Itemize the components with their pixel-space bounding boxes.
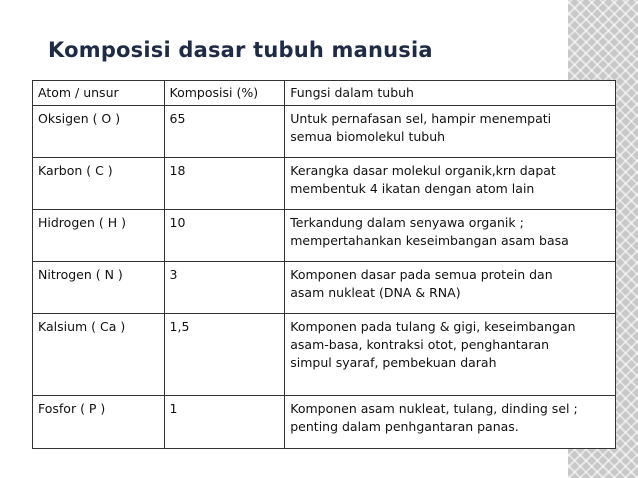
table-row bbox=[33, 106, 616, 158]
fungsi-line: semua biomolekul tubuh bbox=[290, 129, 446, 144]
table-row bbox=[33, 210, 616, 262]
cell-fungsi bbox=[285, 158, 616, 210]
cell-fungsi bbox=[285, 314, 616, 396]
cell-atom: Hidrogen ( H ) bbox=[33, 210, 165, 262]
header-fungsi: Fungsi dalam tubuh bbox=[285, 81, 616, 106]
cell-atom: Kalsium ( Ca ) bbox=[33, 314, 165, 396]
header-komposisi: Komposisi (%) bbox=[164, 81, 285, 106]
fungsi-line: simpul syaraf, pembekuan darah bbox=[290, 355, 497, 370]
fungsi-line: penting dalam penhgantaran panas. bbox=[290, 419, 519, 434]
cell-atom: Oksigen ( O ) bbox=[33, 106, 165, 158]
fungsi-line: Komponen pada tulang & gigi, keseimbangan bbox=[290, 319, 576, 334]
fungsi-line: Komponen dasar pada semua protein dan bbox=[290, 267, 553, 282]
fungsi-line: asam nukleat (DNA & RNA) bbox=[290, 285, 461, 300]
fungsi-line: membentuk 4 ikatan dengan atom lain bbox=[290, 181, 535, 196]
cell-fungsi bbox=[285, 106, 616, 158]
cell-komposisi: 18 bbox=[164, 158, 285, 210]
fungsi-line: Untuk pernafasan sel, hampir menempati bbox=[290, 111, 552, 126]
cell-komposisi: 3 bbox=[164, 262, 285, 314]
cell-atom: Fosfor ( P ) bbox=[33, 396, 165, 449]
cell-fungsi bbox=[285, 262, 616, 314]
fungsi-line: Terkandung dalam senyawa organik ; bbox=[290, 215, 524, 230]
header-atom: Atom / unsur bbox=[33, 81, 165, 106]
cell-fungsi bbox=[285, 210, 616, 262]
table-row bbox=[33, 314, 616, 396]
fungsi-line: asam-basa, kontraksi otot, penghantaran bbox=[290, 337, 550, 352]
composition-table bbox=[32, 80, 616, 449]
cell-fungsi bbox=[285, 396, 616, 449]
cell-komposisi: 1 bbox=[164, 396, 285, 449]
fungsi-line: mempertahankan keseimbangan asam basa bbox=[290, 233, 569, 248]
table-row bbox=[33, 396, 616, 449]
fungsi-line: Kerangka dasar molekul organik,krn dapat bbox=[290, 163, 556, 178]
table-header-row bbox=[33, 81, 616, 106]
table-row bbox=[33, 158, 616, 210]
table-row bbox=[33, 262, 616, 314]
fungsi-line: Komponen asam nukleat, tulang, dinding sel ; bbox=[290, 401, 578, 416]
cell-atom: Nitrogen ( N ) bbox=[33, 262, 165, 314]
cell-komposisi: 65 bbox=[164, 106, 285, 158]
cell-komposisi: 10 bbox=[164, 210, 285, 262]
cell-komposisi: 1,5 bbox=[164, 314, 285, 396]
slide-title: Komposisi dasar tubuh manusia bbox=[48, 38, 433, 62]
cell-atom: Karbon ( C ) bbox=[33, 158, 165, 210]
